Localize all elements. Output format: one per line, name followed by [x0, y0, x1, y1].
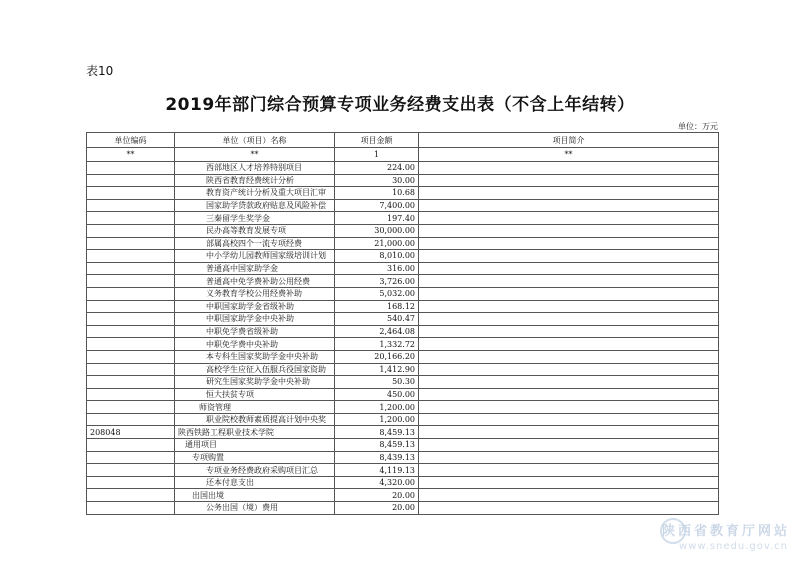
table-row	[87, 502, 719, 515]
cell-intro	[419, 489, 719, 502]
cell-unit-name: 教育资产统计分析及重大项目汇审	[175, 187, 335, 200]
subheader-code: **	[87, 148, 175, 162]
cell-unit-code	[87, 388, 175, 401]
cell-intro	[419, 401, 719, 414]
cell-unit-code	[87, 199, 175, 212]
page-title: 2019年部门综合预算专项业务经费支出表（不含上年结转）	[165, 95, 635, 115]
cell-unit-code	[87, 489, 175, 502]
cell-intro	[419, 275, 719, 288]
cell-amount: 1,200.00	[335, 401, 419, 414]
cell-intro	[419, 363, 719, 376]
cell-unit-code	[87, 224, 175, 237]
cell-amount: 8,459.13	[335, 439, 419, 452]
cell-unit-name: 专项业务经费政府采购项目汇总	[175, 464, 335, 477]
table-row	[87, 174, 719, 187]
table-row	[87, 162, 719, 175]
cell-amount: 316.00	[335, 262, 419, 275]
cell-unit-code	[87, 262, 175, 275]
cell-intro	[419, 287, 719, 300]
cell-intro	[419, 338, 719, 351]
cell-amount: 8,439.13	[335, 451, 419, 464]
table-row	[87, 476, 719, 489]
cell-unit-code	[87, 325, 175, 338]
cell-amount: 8,459.13	[335, 426, 419, 439]
table-row	[87, 401, 719, 414]
table-row	[87, 187, 719, 200]
cell-amount: 4,320.00	[335, 476, 419, 489]
cell-unit-code	[87, 464, 175, 477]
cell-intro	[419, 187, 719, 200]
cell-unit-name: 恒大扶贫专项	[175, 388, 335, 401]
cell-intro	[419, 199, 719, 212]
cell-amount: 8,010.00	[335, 250, 419, 263]
cell-amount: 21,000.00	[335, 237, 419, 250]
budget-table	[86, 132, 719, 515]
cell-amount: 1,332.72	[335, 338, 419, 351]
cell-unit-code	[87, 476, 175, 489]
cell-unit-name: 国家助学贷款政府贴息及风险补偿	[175, 199, 335, 212]
cell-unit-name: 高校学生应征入伍服兵役国家资助	[175, 363, 335, 376]
cell-intro	[419, 476, 719, 489]
table-row	[87, 287, 719, 300]
table-row	[87, 224, 719, 237]
cell-unit-code	[87, 250, 175, 263]
table-row	[87, 212, 719, 225]
cell-unit-code	[87, 174, 175, 187]
header-intro: 项目简介	[419, 133, 719, 148]
cell-intro	[419, 502, 719, 515]
cell-intro	[419, 212, 719, 225]
cell-amount: 450.00	[335, 388, 419, 401]
cell-intro	[419, 350, 719, 363]
table-row	[87, 363, 719, 376]
cell-unit-code	[87, 401, 175, 414]
cell-intro	[419, 413, 719, 426]
table-row	[87, 262, 719, 275]
unit-label: 单位：万元	[678, 122, 718, 131]
cell-intro	[419, 162, 719, 175]
cell-amount: 224.00	[335, 162, 419, 175]
cell-unit-name: 出国出境	[175, 489, 335, 502]
header-unit-name: 单位（项目）名称	[175, 133, 335, 148]
cell-amount: 168.12	[335, 300, 419, 313]
cell-amount: 30,000.00	[335, 224, 419, 237]
cell-intro	[419, 313, 719, 326]
cell-unit-name: 还本付息支出	[175, 476, 335, 489]
cell-amount: 20.00	[335, 489, 419, 502]
cell-unit-code	[87, 287, 175, 300]
cell-unit-name: 普通高中免学费补助公用经费	[175, 275, 335, 288]
cell-unit-name: 中职国家助学金中央补助	[175, 313, 335, 326]
cell-unit-code	[87, 187, 175, 200]
cell-unit-name: 公务出国（境）费用	[175, 502, 335, 515]
cell-unit-name: 师资管理	[175, 401, 335, 414]
cell-unit-name: 西部地区人才培养特别项目	[175, 162, 335, 175]
table-row	[87, 300, 719, 313]
cell-intro	[419, 224, 719, 237]
cell-amount: 5,032.00	[335, 287, 419, 300]
table-row	[87, 237, 719, 250]
table-row	[87, 439, 719, 452]
table-row	[87, 250, 719, 263]
table-row	[87, 489, 719, 502]
cell-amount: 20.00	[335, 502, 419, 515]
cell-intro	[419, 174, 719, 187]
cell-unit-code	[87, 363, 175, 376]
cell-unit-name: 职业院校教师素质提高计划中央奖	[175, 413, 335, 426]
cell-intro	[419, 325, 719, 338]
cell-intro	[419, 426, 719, 439]
table-row	[87, 376, 719, 389]
cell-unit-code	[87, 313, 175, 326]
cell-amount: 540.47	[335, 313, 419, 326]
cell-amount: 20,166.20	[335, 350, 419, 363]
subheader-amount: 1	[335, 148, 419, 162]
cell-unit-code	[87, 212, 175, 225]
cell-amount: 1,200.00	[335, 413, 419, 426]
cell-unit-code	[87, 300, 175, 313]
cell-unit-name: 陕西铁路工程职业技术学院	[175, 426, 335, 439]
cell-unit-name: 通用项目	[175, 439, 335, 452]
cell-amount: 50.30	[335, 376, 419, 389]
table-row	[87, 338, 719, 351]
table-row	[87, 199, 719, 212]
cell-unit-name: 部属高校四个一流专项经费	[175, 237, 335, 250]
table-subheader-row	[87, 148, 719, 162]
table-body	[87, 162, 719, 515]
cell-unit-name: 本专科生国家奖助学金中央补助	[175, 350, 335, 363]
cell-unit-code	[87, 338, 175, 351]
cell-unit-name: 普通高中国家助学金	[175, 262, 335, 275]
table-row	[87, 464, 719, 477]
subheader-name: **	[175, 148, 335, 162]
cell-intro	[419, 439, 719, 452]
cell-amount: 7,400.00	[335, 199, 419, 212]
header-amount: 项目金额	[335, 133, 419, 148]
cell-unit-name: 中职免学费中央补助	[175, 338, 335, 351]
table-row	[87, 313, 719, 326]
cell-amount: 4,119.13	[335, 464, 419, 477]
cell-unit-name: 研究生国家奖助学金中央补助	[175, 376, 335, 389]
table-row	[87, 426, 719, 439]
cell-intro	[419, 250, 719, 263]
cell-unit-name: 三秦留学生奖学金	[175, 212, 335, 225]
subheader-intro: **	[419, 148, 719, 162]
cell-intro	[419, 237, 719, 250]
cell-intro	[419, 376, 719, 389]
cell-intro	[419, 464, 719, 477]
cell-unit-name: 义务教育学校公用经费补助	[175, 287, 335, 300]
cell-unit-code	[87, 502, 175, 515]
page-label: 表10	[86, 64, 114, 78]
watermark-url: www.snedu.gov.cn	[679, 541, 788, 552]
cell-unit-name: 民办高等教育发展专项	[175, 224, 335, 237]
cell-unit-code	[87, 275, 175, 288]
cell-amount: 30.00	[335, 174, 419, 187]
cell-unit-name: 中职免学费省级补助	[175, 325, 335, 338]
cell-amount: 197.40	[335, 212, 419, 225]
cell-intro	[419, 300, 719, 313]
cell-unit-code	[87, 413, 175, 426]
cell-unit-name: 中职国家助学金省级补助	[175, 300, 335, 313]
cell-unit-code	[87, 237, 175, 250]
cell-intro	[419, 451, 719, 464]
table-header-row	[87, 133, 719, 148]
cell-amount: 10.68	[335, 187, 419, 200]
header-unit-code: 单位编码	[87, 133, 175, 148]
cell-unit-code	[87, 451, 175, 464]
table-row	[87, 451, 719, 464]
cell-unit-name: 陕西省教育经费统计分析	[175, 174, 335, 187]
table-row	[87, 325, 719, 338]
table-row	[87, 413, 719, 426]
cell-unit-code	[87, 162, 175, 175]
cell-unit-name: 专项购置	[175, 451, 335, 464]
cell-unit-code: 208048	[87, 426, 175, 439]
cell-unit-name: 中小学幼儿园教师国家级培训计划	[175, 250, 335, 263]
cell-intro	[419, 388, 719, 401]
table-row	[87, 350, 719, 363]
cell-unit-code	[87, 376, 175, 389]
cell-intro	[419, 262, 719, 275]
table-row	[87, 275, 719, 288]
cell-amount: 1,412.90	[335, 363, 419, 376]
cell-unit-code	[87, 350, 175, 363]
cell-amount: 2,464.08	[335, 325, 419, 338]
cell-amount: 3,726.00	[335, 275, 419, 288]
cell-unit-code	[87, 439, 175, 452]
watermark-site-name: 陕西省教育厅网站	[661, 524, 790, 539]
table-row	[87, 388, 719, 401]
